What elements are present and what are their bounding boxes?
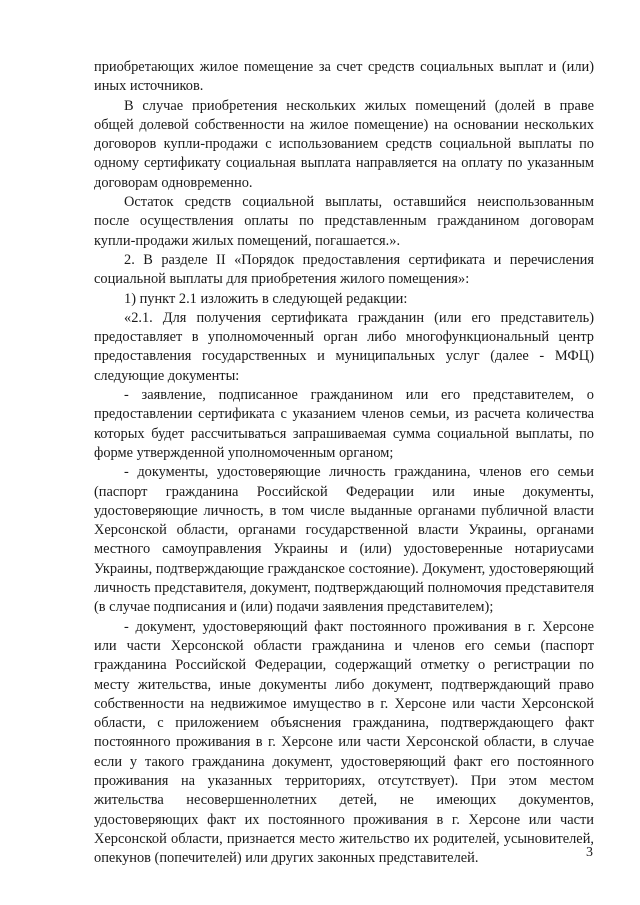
paragraph-1: приобретающих жилое помещение за счет средств социальных выплат и (или) иных источников. [94, 59, 594, 95]
paragraph-2: В случае приобретения нескольких жилых помещений (долей в праве общей долевой собственности на жилое помещение) на основании нескольких договоров купли-продажи с использованием средств социальной выплаты по одному сертификату социальная выплата направляется на оплату по указанным договорам одновременно. [94, 97, 594, 191]
paragraph-6: «2.1. Для получения сертификата гражданин (или его представитель) предоставляет в уполномоченный орган либо многофункциональный центр предоставления государственных и муниципальных услуг (далее - МФЦ) следующие документы: [94, 309, 594, 384]
paragraph-7: - заявление, подписанное гражданином или его представителем, о предоставлении сертификата с указанием членов семьи, из расчета количества которых будет рассчитываться запрашиваемая сумма социальной выплаты, по форме утвержденной уполномоченным органом; [94, 387, 594, 461]
paragraph-4: 2. В разделе II «Порядок предоставления сертификата и перечисления социальной выплаты для приобретения жилого помещения»: [94, 251, 594, 288]
document-body [94, 58, 594, 868]
paragraph-8: - документы, удостоверяющие личность гражданина, членов его семьи (паспорт гражданина Российской Федерации или иные документы, удостоверяющие личность, в том числе выданные органами публичной власти Херсонской области, органами государственной власти Украины, органами местного самоуправления Украины и (или) удостоверенные нотариусами Украины, подтверждающие гражданское состояние). Документ, удостоверяющий личность представителя, документ, подтверждающий полномочия представителя (в случае подписания и (или) подачи заявления представителем); [94, 464, 594, 616]
paragraph-5: 1) пункт 2.1 изложить в следующей редакции: [124, 290, 408, 307]
page-number: 3 [586, 845, 593, 860]
paragraph-9: - документ, удостоверяющий факт постоянного проживания в г. Херсоне или части Херсонской области гражданина и членов его семьи (паспорт гражданина Российской Федерации, содержащий отметку о регистрации по месту жительства, иные документы либо документ, подтверждающий право собственности на недвижимое имущество в г. Херсоне или части Херсонской области, с приложением объяснения гражданина, подтверждающего факт постоянного проживания в г. Херсоне или части Херсонской области, в случае если у такого гражданина документ, удостоверяющий факт его постоянного проживания на указанных территориях, отсутствует). При этом местом жительства несовершеннолетних детей, не имеющих документов, удостоверяющих факт их постоянного проживания в г. Херсоне или части Херсонской области, признается место жительство их родителей, усыновителей, опекунов (попечителей) или других законных представителей. [94, 618, 594, 867]
paragraph-3: Остаток средств социальной выплаты, оставшийся неиспользованным после осуществления оплаты по представленным гражданином договорам купли-продажи жилых помещений, погашается.». [94, 194, 594, 249]
